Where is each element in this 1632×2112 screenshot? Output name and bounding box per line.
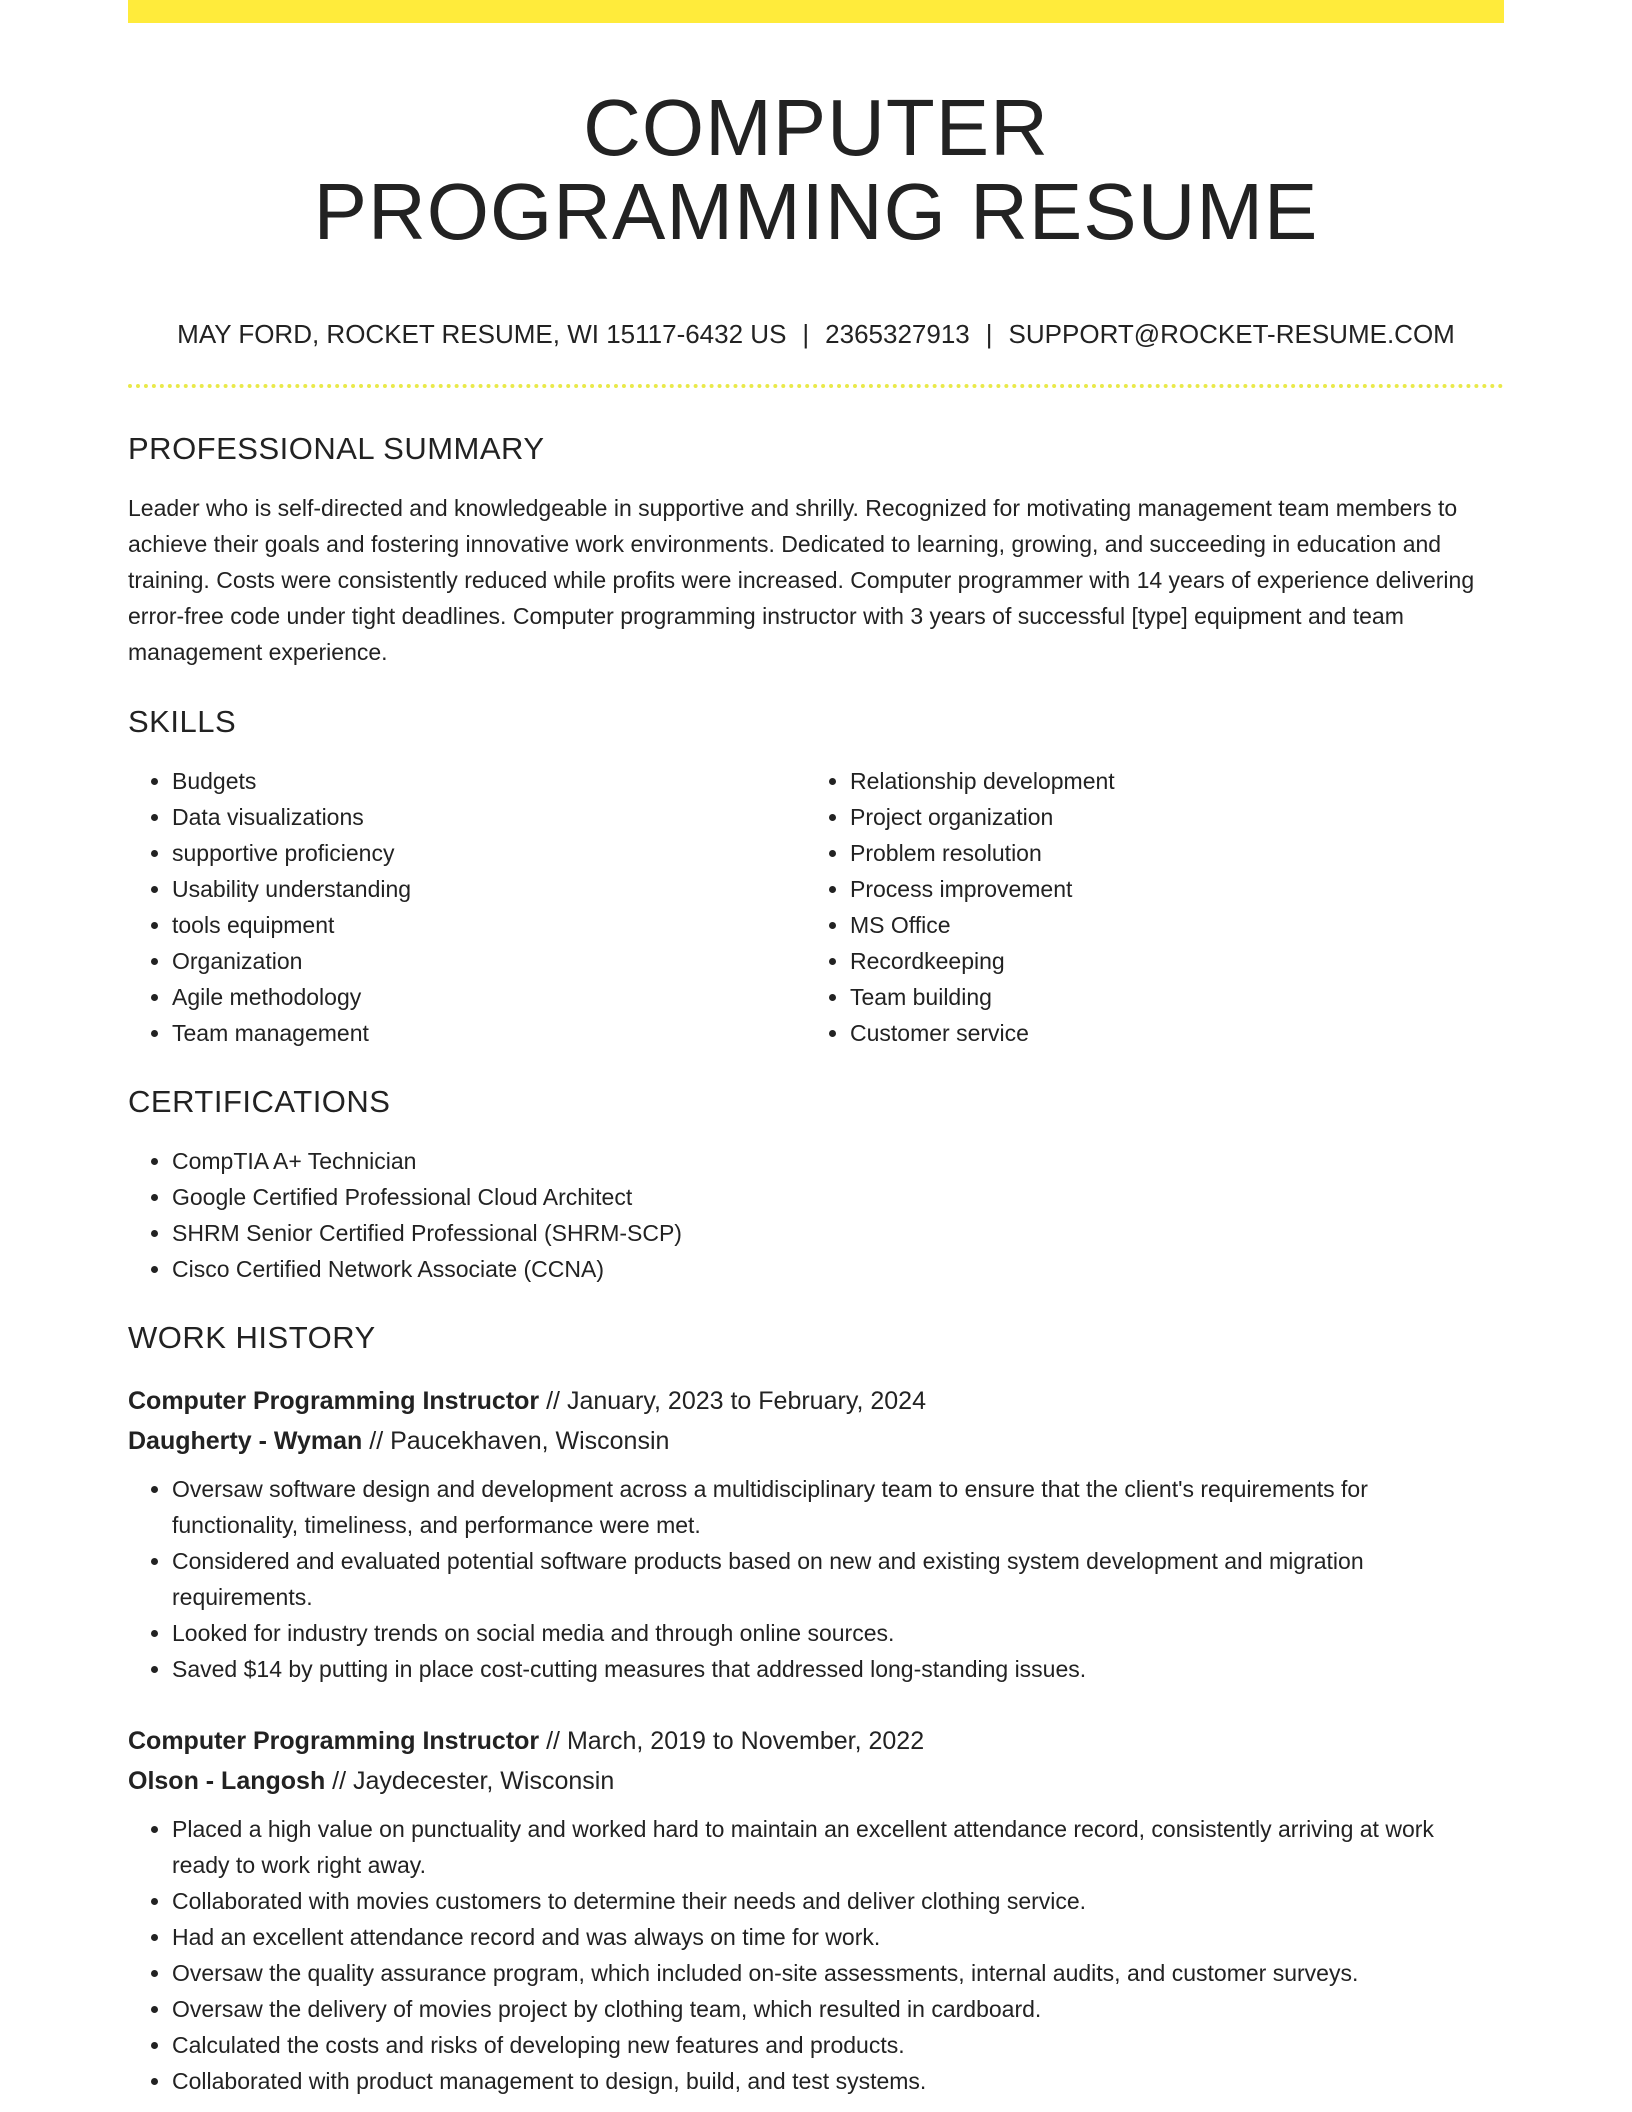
contact-separator: | [802,319,810,349]
job-bullet: • Had an excellent attendance record and was always on time for work. [172,1919,1504,1955]
contact-address: MAY FORD, ROCKET RESUME, WI 15117-6432 US [177,319,787,349]
skill-item: • Project organization [850,799,1484,835]
job-bullet: • Oversaw the delivery of movies project by clothing team, which resulted in cardboard. [172,1991,1504,2027]
dotted-divider [128,384,1504,388]
skill-item: • Agile methodology [172,979,806,1015]
skills-list-right [806,763,1484,1051]
skill-item: • Team building [850,979,1484,1015]
skill-item: • Data visualizations [172,799,806,835]
job-company: Daugherty - Wyman [128,1427,363,1455]
job-company-line [128,1421,1504,1461]
job-bullet: • Oversaw software design and development across a multidisciplinary team to ensure that the client's requirements for functionality, timeliness, and performance were met. [172,1471,1504,1543]
job-bullet: • Placed a high value on punctuality and worked hard to maintain an excellent attendance record, consistently arriving at work ready to work right away. [172,1811,1504,1883]
job-title: Computer Programming Instructor [128,1727,540,1755]
job-entry [128,1381,1504,1687]
skill-item: • Organization [172,943,806,979]
certifications-list [128,1143,1504,1287]
job-dates: // January, 2023 to February, 2024 [546,1387,926,1415]
skills-heading: SKILLS [128,704,237,739]
skill-item: • Usability understanding [172,871,806,907]
title-line-2: PROGRAMMING RESUME [313,167,1319,256]
job-bullet: • Calculated the costs and risks of developing new features and products. [172,2027,1504,2063]
job-title-line [128,1381,1504,1421]
job-company: Olson - Langosh [128,1767,326,1795]
job-dates: // March, 2019 to November, 2022 [546,1727,925,1755]
contact-email: SUPPORT@ROCKET-RESUME.COM [1008,319,1455,349]
job-bullets [128,1471,1504,1687]
summary-heading: PROFESSIONAL SUMMARY [128,431,545,466]
skill-item: • Recordkeeping [850,943,1484,979]
job-bullet: • Saved $14 by putting in place cost-cutting measures that addressed long-standing issues. [172,1651,1504,1687]
job-bullet: • Looked for industry trends on social media and through online sources. [172,1615,1504,1651]
job-bullet: • Oversaw the quality assurance program, which included on-site assessments, internal audits, and customer surveys. [172,1955,1504,1991]
skill-item: • supportive proficiency [172,835,806,871]
summary-text: Leader who is self-directed and knowledgeable in supportive and shrilly. Recognized for motivating management team members to achieve their goals and fostering innovative work environments. Dedicated to learning, growing, and succeeding in education and training. Costs were consistently reduced while profits were increased. Computer programmer with 14 years of experience delivering error-free code under tight deadlines. Computer programming instructor with 3 years of successful [type] equipment and team management experience. [128,495,1475,665]
job-title-line [128,1721,1504,1761]
job-title: Computer Programming Instructor [128,1387,540,1415]
resume-page [128,0,1504,2099]
job-location: // Jaydecester, Wisconsin [332,1767,615,1795]
skill-item: • Problem resolution [850,835,1484,871]
skill-item: • Team management [172,1015,806,1051]
skill-item: • Relationship development [850,763,1484,799]
skill-item: • tools equipment [172,907,806,943]
contact-separator: | [985,319,993,349]
certification-item: • Google Certified Professional Cloud Architect [172,1179,1504,1215]
job-location: // Paucekhaven, Wisconsin [369,1427,670,1455]
contact-phone: 2365327913 [825,319,970,349]
work-history-heading: WORK HISTORY [128,1320,376,1355]
job-bullet: • Collaborated with product management to design, build, and test systems. [172,2063,1504,2099]
job-bullets [128,1811,1504,2099]
job-bullet: • Considered and evaluated potential software products based on new and existing system development and migration requirements. [172,1543,1504,1615]
job-company-line [128,1761,1504,1801]
certification-item: • CompTIA A+ Technician [172,1143,1504,1179]
resume-title [128,0,1504,254]
job-bullet: • Collaborated with movies customers to determine their needs and deliver clothing service. [172,1883,1504,1919]
skill-item: • MS Office [850,907,1484,943]
skill-item: • Customer service [850,1015,1484,1051]
title-line-1: COMPUTER [583,83,1049,172]
contact-line [128,318,1504,350]
certification-item: • SHRM Senior Certified Professional (SHRM-SCP) [172,1215,1504,1251]
certification-item: • Cisco Certified Network Associate (CCNA) [172,1251,1504,1287]
skill-item: • Process improvement [850,871,1484,907]
skills-list-left [128,763,806,1051]
certifications-heading: CERTIFICATIONS [128,1084,391,1119]
job-entry [128,1721,1504,2099]
skill-item: • Budgets [172,763,806,799]
skills-columns [128,763,1504,1051]
